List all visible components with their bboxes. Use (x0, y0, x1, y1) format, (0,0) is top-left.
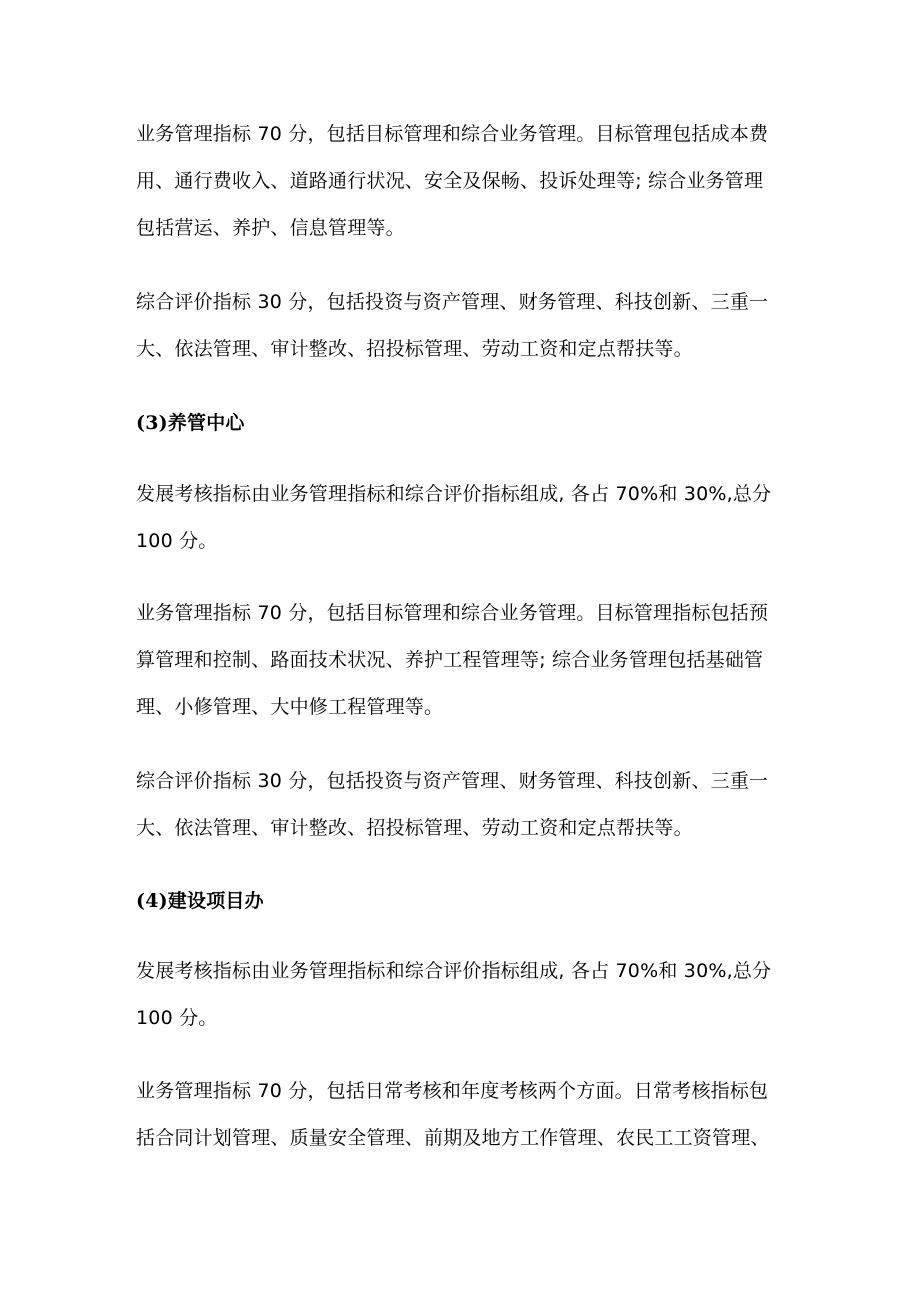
text-line: 算管理和控制、路面技术状况、养护工程管理等; 综合业务管理包括基础管 (136, 649, 764, 671)
paragraph-7 (136, 1079, 796, 1150)
text-line: 业务管理指标 70 分，包括目标管理和综合业务管理。目标管理指标包括预 (136, 602, 769, 624)
text-line: 综合评价指标 30 分，包括投资与资产管理、财务管理、科技创新、三重一 (136, 770, 769, 792)
paragraph-3 (136, 482, 796, 553)
section-heading-3 (136, 411, 796, 435)
text-line: 综合评价指标 30 分，包括投资与资产管理、财务管理、科技创新、三重一 (136, 291, 769, 313)
text-line: 业务管理指标 70 分，包括日常考核和年度考核两个方面。日常考核指标包 (136, 1080, 769, 1102)
paragraph-1 (136, 122, 796, 240)
paragraph-2 (136, 290, 796, 361)
paragraph-6 (136, 959, 796, 1030)
section-heading-4 (136, 889, 796, 913)
text-line: 100 分。 (136, 530, 218, 552)
text-line: 发展考核指标由业务管理指标和综合评价指标组成, 各占 70%和 30%,总分 (136, 960, 772, 982)
text-line: 用、通行费收入、道路通行状况、安全及保畅、投诉处理等; 综合业务管理 (136, 170, 764, 192)
section-heading: (3)养管中心 (136, 412, 245, 434)
text-line: 大、依法管理、审计整改、招投标管理、劳动工资和定点帮扶等。 (136, 338, 693, 360)
text-line: 括合同计划管理、质量安全管理、前期及地方工作管理、农民工工资管理、 (136, 1127, 770, 1149)
paragraph-4 (136, 601, 796, 719)
text-line: 理、小修管理、大中修工程管理等。 (136, 696, 444, 718)
text-line: 发展考核指标由业务管理指标和综合评价指标组成, 各占 70%和 30%,总分 (136, 483, 772, 505)
text-line: 大、依法管理、审计整改、招投标管理、劳动工资和定点帮扶等。 (136, 817, 693, 839)
text-line: 100 分。 (136, 1007, 218, 1029)
section-heading: (4)建设项目办 (136, 890, 264, 912)
text-line: 包括营运、养护、信息管理等。 (136, 217, 405, 239)
paragraph-5 (136, 769, 796, 840)
text-line: 业务管理指标 70 分，包括目标管理和综合业务管理。目标管理包括成本费 (136, 123, 769, 145)
